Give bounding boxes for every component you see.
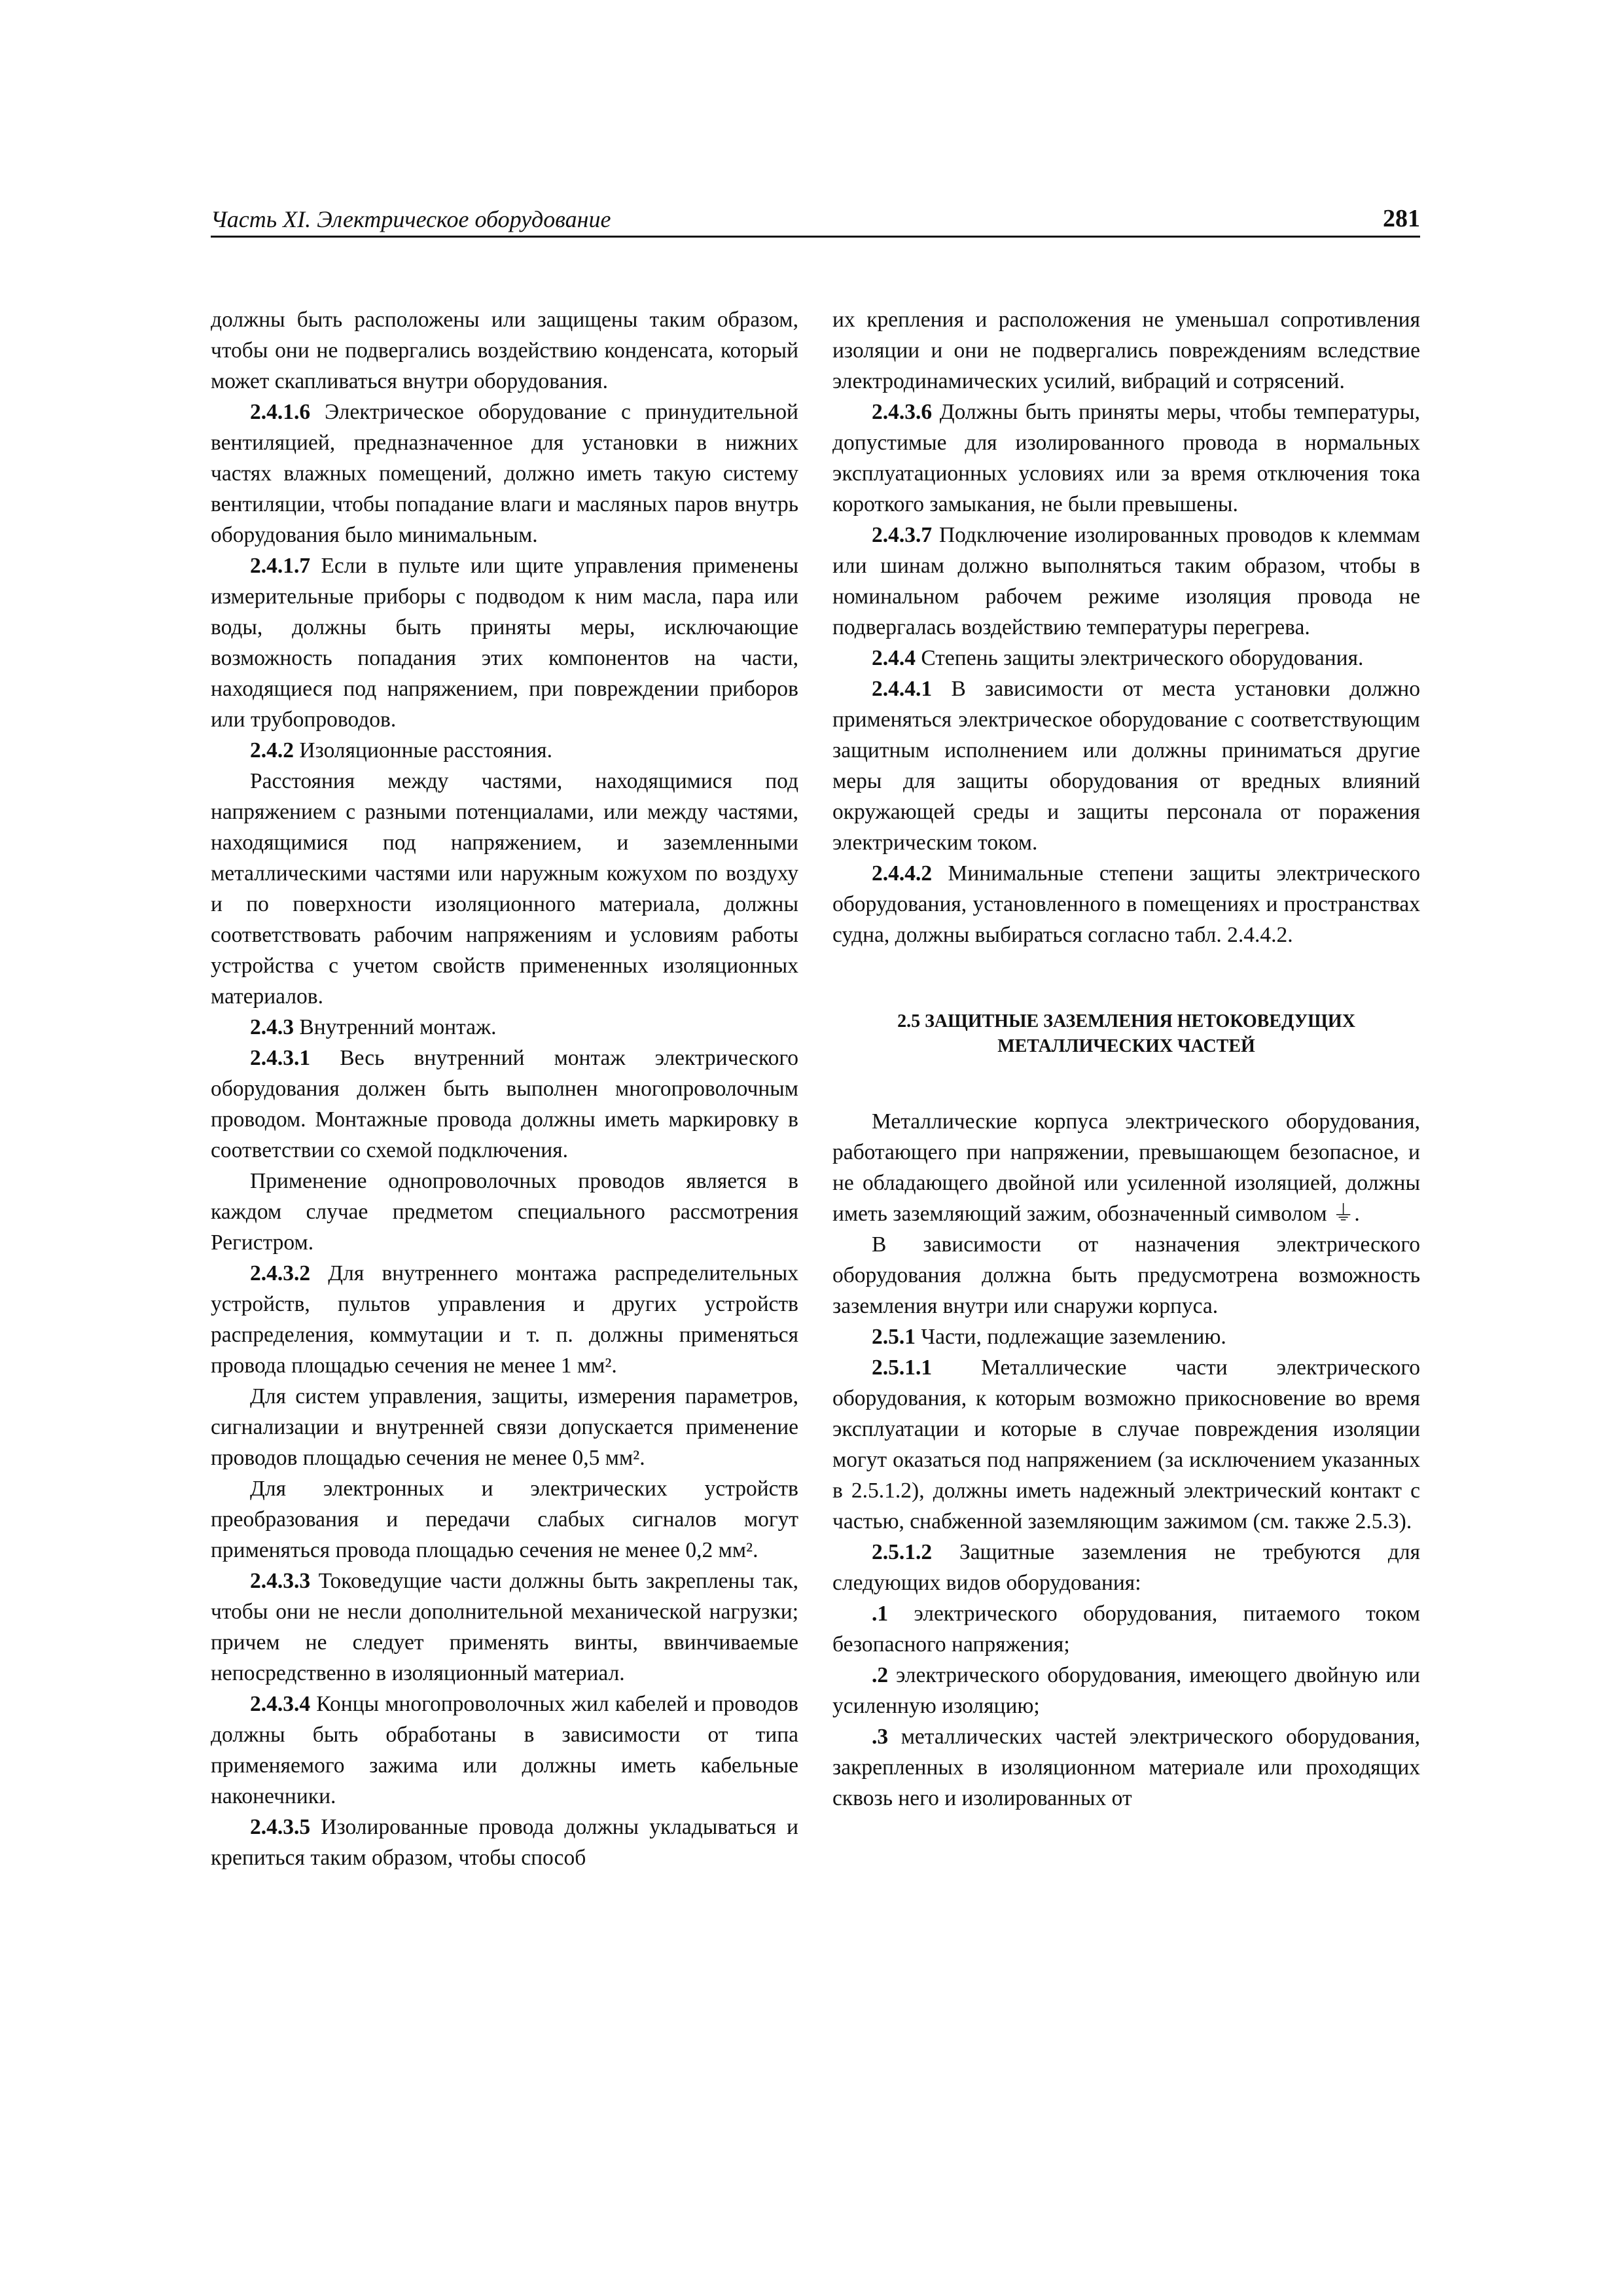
clause-number: .3 (872, 1725, 889, 1749)
paragraph (211, 1473, 798, 1566)
right-column (832, 304, 1420, 1814)
clause-number: 2.5.1 (872, 1325, 916, 1349)
paragraph-text: Концы многопроволочных жил кабелей и проводов должны быть обработаны в зависимости от типа применяемого зажима или должны иметь кабельные наконечники. (211, 1692, 798, 1808)
paragraph-text: Части, подлежащие заземлению. (916, 1325, 1226, 1349)
clause-number: .2 (872, 1663, 889, 1687)
paragraph-text: Металлические корпуса электрического оборудования, работающего при напряжении, превышающем безопасное, и не обладающего двойной или усиленной изоляцией, должны иметь заземляющий зажим, обозначенный символом ⏚. (832, 1109, 1420, 1226)
paragraph (211, 1166, 798, 1258)
header-title: Часть XI. Электрическое оборудование (211, 206, 611, 232)
clause-number: 2.4.3.3 (250, 1569, 311, 1593)
paragraph-text: Расстояния между частями, находящимися под напряжением с разными потенциалами, или между частями, находящимися под напряжением, и заземленными металлическими частями или наружным кожухом по воздуху и по поверхности изоляционного материала, должны соответствовать рабочим напряжениям и условиям работы устройства с учетом свойств примененных изоляционных материалов. (211, 769, 798, 1009)
clause-number: 2.4.2 (250, 738, 294, 762)
paragraph (832, 304, 1420, 397)
clause-number: 2.4.4.1 (872, 677, 933, 701)
paragraph-text: Изоляционные расстояния. (294, 738, 552, 762)
paragraph-text: В зависимости от места установки должно применяться электрическое оборудование с соответствующим защитным исполнением или должны приниматься другие меры для защиты оборудования от вредных влияний окружающей среды и защиты персонала от поражения электрическим током. (832, 677, 1420, 855)
paragraph-text: Должны быть приняты меры, чтобы температуры, допустимые для изолированного провода в нормальных эксплуатационных условиях или за время отключения тока короткого замыкания, не были превышены. (832, 400, 1420, 516)
section-heading (832, 1009, 1420, 1059)
paragraph (832, 1229, 1420, 1321)
paragraph (832, 858, 1420, 950)
paragraph-text: Применение однопроволочных проводов является в каждом случае предметом специального рассмотрения Регистром. (211, 1169, 798, 1255)
paragraph-text: металлических частей электрического оборудования, закрепленных в изоляционном материале или проходящих сквозь него и изолированных от (832, 1725, 1420, 1810)
paragraph (211, 397, 798, 550)
section-heading-line2: МЕТАЛЛИЧЕСКИХ ЧАСТЕЙ (997, 1036, 1255, 1056)
paragraph-text: Для электронных и электрических устройств преобразования и передачи слабых сигналов могут применяться провода площадью сечения не менее 0,2 мм². (211, 1477, 798, 1562)
paragraph-text: их крепления и расположения не уменьшал сопротивления изоляции и они не подвергались повреждениям вследствие электродинамических усилий, вибраций и сотрясений. (832, 308, 1420, 393)
paragraph-text: Подключение изолированных проводов к клеммам или шинам должно выполняться таким образом, чтобы в номинальном рабочем режиме изоляция провода не подвергалась воздействию температуры перегрева. (832, 523, 1420, 639)
paragraph-text: Степень защиты электрического оборудования. (916, 646, 1364, 670)
right-column-top (832, 304, 1420, 950)
clause-number: 2.4.3 (250, 1015, 294, 1039)
clause-number: .1 (872, 1602, 889, 1626)
paragraph (832, 1721, 1420, 1814)
paragraph (211, 735, 798, 766)
clause-number: 2.4.3.2 (250, 1261, 311, 1285)
clause-number: 2.4.4 (872, 646, 916, 670)
paragraph (211, 1689, 798, 1812)
clause-number: 2.4.3.6 (872, 400, 933, 424)
left-column (211, 304, 798, 1873)
paragraph (211, 1812, 798, 1873)
paragraph-text: Для систем управления, защиты, измерения параметров, сигнализации и внутренней связи допускается применение проводов площадью сечения не менее 0,5 мм². (211, 1384, 798, 1470)
paragraph (211, 550, 798, 735)
paragraph-text: Для внутреннего монтажа распределительных устройств, пультов управления и других устройств распределения, коммутации и т. п. должны применяться провода площадью сечения не менее 1 мм². (211, 1261, 798, 1378)
paragraph-text: Изолированные провода должны укладываться и крепиться таким образом, чтобы способ (211, 1815, 798, 1870)
clause-number: 2.5.1.1 (872, 1355, 933, 1380)
paragraph (832, 643, 1420, 673)
paragraph (211, 1012, 798, 1043)
paragraph-text: должны быть расположены или защищены таким образом, чтобы они не подвергались воздействию конденсата, который может скапливаться внутри оборудования. (211, 308, 798, 393)
paragraph-text: Весь внутренний монтаж электрического оборудования должен быть выполнен многопроволочным проводом. Монтажные провода должны иметь маркировку в соответствии со схемой подключения. (211, 1046, 798, 1162)
clause-number: 2.4.3.7 (872, 523, 933, 547)
right-column-bottom (832, 1106, 1420, 1814)
section-heading-line1: 2.5 ЗАЩИТНЫЕ ЗАЗЕМЛЕНИЯ НЕТОКОВЕДУЩИХ (897, 1011, 1355, 1031)
paragraph-text: Внутренний монтаж. (294, 1015, 497, 1039)
clause-number: 2.4.3.5 (250, 1815, 311, 1839)
paragraph-text: электрического оборудования, имеющего двойную или усиленную изоляцию; (832, 1663, 1420, 1718)
paragraph (832, 520, 1420, 643)
paragraph (832, 1106, 1420, 1229)
paragraph-text: Токоведущие части должны быть закреплены так, чтобы они не несли дополнительной механической нагрузки; причем не следует применять винты, ввинчиваемые непосредственно в изоляционный материал. (211, 1569, 798, 1685)
clause-number: 2.4.1.6 (250, 400, 311, 424)
paragraph (211, 1566, 798, 1689)
paragraph-text: Защитные заземления не требуются для следующих видов оборудования: (832, 1540, 1420, 1595)
paragraph (211, 304, 798, 397)
paragraph (832, 673, 1420, 858)
paragraph (832, 1598, 1420, 1660)
paragraph-text: электрического оборудования, питаемого током безопасного напряжения; (832, 1602, 1420, 1657)
paragraph-text: В зависимости от назначения электрического оборудования должна быть предусмотрена возможность заземления внутри или снаружи корпуса. (832, 1232, 1420, 1318)
clause-number: 2.4.3.1 (250, 1046, 311, 1070)
clause-number: 2.4.3.4 (250, 1692, 311, 1716)
clause-number: 2.4.4.2 (872, 861, 933, 886)
paragraph (832, 1352, 1420, 1537)
clause-number: 2.4.1.7 (250, 554, 311, 578)
paragraph (211, 766, 798, 1012)
running-header (211, 203, 1420, 238)
clause-number: 2.5.1.2 (872, 1540, 933, 1564)
paragraph (832, 1321, 1420, 1352)
paragraph-text: Электрическое оборудование с принудительной вентиляцией, предназначенное для установки в нижних частях влажных помещений, должно иметь такую систему вентиляции, чтобы попадание влаги и масляных паров внутрь оборудования было минимальным. (211, 400, 798, 547)
paragraph (832, 1537, 1420, 1598)
paragraph-text: Если в пульте или щите управления применены измерительные приборы с подводом к ним масла, пара или воды, должны быть приняты меры, исключающие возможность попадания этих компонентов на части, находящиеся под напряжением, при повреждении приборов или трубопроводов. (211, 554, 798, 732)
paragraph-text: Металлические части электрического оборудования, к которым возможно прикосновение во время эксплуатации и которые в случае повреждения изоляции могут оказаться под напряжением (за исключением указанных в 2.5.1.2), должны иметь надежный электрический контакт с частью, снабженной заземляющим зажимом (см. также 2.5.3). (832, 1355, 1420, 1534)
paragraph (211, 1043, 798, 1166)
paragraph (211, 1258, 798, 1381)
paragraph-text: Минимальные степени защиты электрического оборудования, установленного в помещениях и пространствах судна, должны выбираться согласно табл. 2.4.4.2. (832, 861, 1420, 947)
paragraph (832, 1660, 1420, 1721)
paragraph (832, 397, 1420, 520)
paragraph (211, 1381, 798, 1473)
page-number: 281 (1383, 205, 1420, 232)
